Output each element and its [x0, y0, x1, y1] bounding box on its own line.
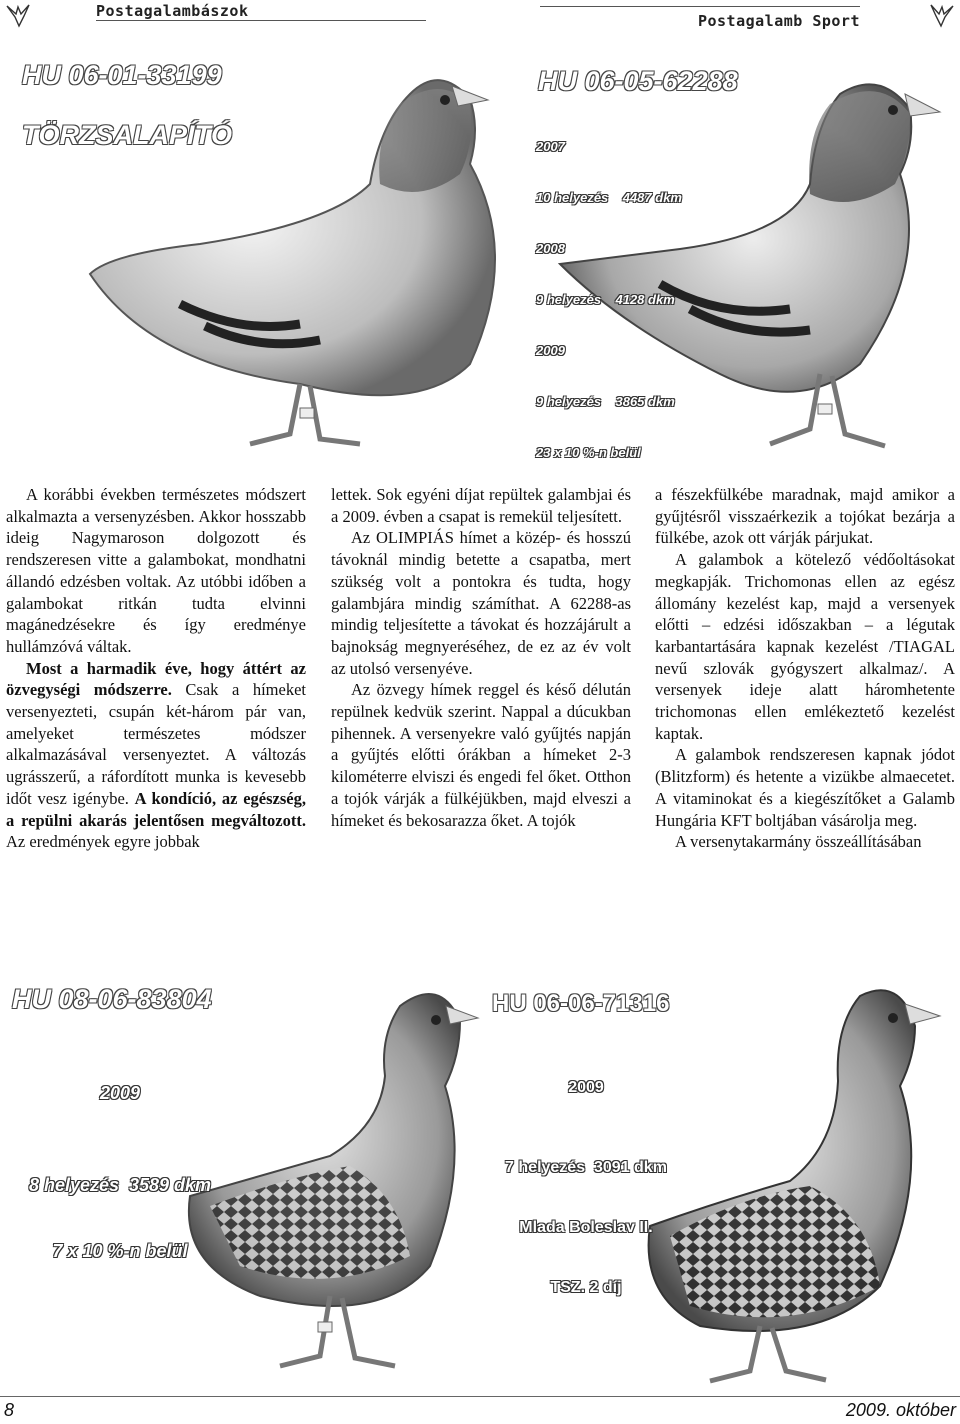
paragraph: a fészekfülkébe maradnak, majd amikor a gyűjtésről visszaérkezik a tojókat bezárja a fülkébe, azok ott várják párjukat.	[655, 485, 955, 548]
result-line: 9 helyezés 4128 dkm	[536, 292, 675, 307]
paragraph: A galambok rendszeresen kapnak jódot (Blitzform) és hetente a vizükbe almaecetet. A vitaminokat és a kiegészítőket a Galamb Hungária KFT boltjában vásárolja meg.	[655, 745, 955, 830]
result-line: TSZ. 2 díj	[550, 1279, 622, 1296]
paragraph: Most a harmadik éve, hogy áttért az özvegységi módszerre. Csak a hímeket versenyezteti, csupán két-három pár van, amelyeket természetes módszer alkalmazásával versenyeztet. A változás ugrásszerű, a ráfordított munka is kevesebb időt vesz igénybe. A kondíció, az egészség, a repülni akarás jelentősen megváltozott. Az eredmények egyre jobbak	[6, 658, 306, 852]
paragraph: A versenytakarmány összeállításában	[675, 832, 922, 852]
bold-lead: Most a harmadik éve, hogy áttért az özvegységi módszerre.	[6, 658, 306, 700]
header-right-title: Postagalamb Sport	[697, 12, 860, 30]
ring-number: HU 08-06-83804	[12, 984, 212, 1014]
result-line: 7 helyezés 3091 dkm	[505, 1159, 667, 1176]
paragraph: Az özvegy hímek reggel és késő délután repülnek kedvük szerint. Nappal a dúcukban pihennek. A versenyekre való gyűjtés napján a gyűjtés előtti órákban a hímeket 2-3 kilométerre elviszi és engedi fel őket. Otthon a tojók várják a fülkéjükben, majd elveszi a hímeket és bekosarazza őket. A tojók	[331, 680, 631, 830]
result-line: 2008	[536, 241, 565, 256]
footer-rule	[0, 1396, 960, 1397]
page-header	[0, 0, 960, 32]
dove-icon	[928, 2, 956, 28]
article-column-3	[655, 484, 955, 853]
paragraph: Az OLIMPIÁS hímet a közép- és hosszú távoknál mindig betette a csapatba, mert szükség volt a pontokra és tudta, hogy galambjára mindig számíthat. A 62288-as mindig teljesítette a távokat és hozzájárult a bajnokság megnyeréséhez, de ez az év volt az utolsó versenyéve.	[331, 528, 631, 678]
ring-number: HU 06-06-71316	[492, 990, 670, 1017]
results-list	[486, 1038, 686, 1338]
results-list	[536, 104, 686, 474]
results-list	[10, 1038, 230, 1306]
page-number: 8	[4, 1400, 15, 1420]
ring-number: HU 06-01-33199	[22, 60, 222, 90]
pigeon-bottom-left-image	[189, 994, 478, 1366]
result-line: 23 x 10 %-n belül	[536, 445, 641, 460]
result-line: Mlada Boleslav II.	[519, 1219, 653, 1236]
header-rule	[96, 20, 426, 21]
paragraph: A korábbi években természetes módszert alkalmazta a versenyzésben. Akkor hosszabb ideig Nagymaroson dolgozott és rendszeresen vitte a galambokat, mondhatni állandó edzésben voltak. Az utóbbi időben a galambokat ritkán tudta elvinni magánedzésekre és így eredménye hullámzóvá váltak.	[6, 485, 306, 656]
pigeon-photo-top	[0, 34, 960, 474]
bold-emphasis: A kondíció, az egészség, a repülni akarás jelentősen megváltozott.	[6, 788, 306, 830]
dove-icon	[4, 2, 32, 28]
result-line: 2007	[536, 139, 565, 154]
issue-date: 2009. október	[845, 1400, 956, 1420]
result-year: 2009	[99, 1083, 141, 1103]
result-line: 9 helyezés 3865 dkm	[536, 394, 675, 409]
paragraph: A galambok a kötelező védőoltásokat megkapják. Trichomonas ellen az egész állomány kezelést kap, majd a versenyek előtti – edzési időszakban – a légutak karbantartására kapnak kezelést /TIAGAL nevű szlovák gyógyszert alkalmaz/. A versenyek ideje alatt háromhetente trichomonas ellen emlékeztető kezelést kaptak.	[655, 550, 955, 743]
ring-number: HU 06-05-62288	[538, 66, 738, 96]
header-left-title: Postagalambászok	[96, 2, 249, 20]
article-column-1	[6, 484, 306, 853]
paragraph: lettek. Sok egyéni díjat repültek galambjai és a 2009. évben a csapat is remekül teljesített.	[331, 485, 631, 526]
result-year: 2009	[568, 1079, 604, 1096]
pigeon-bottom-right-image	[649, 990, 940, 1381]
article-column-2	[331, 484, 631, 831]
result-line: 7 x 10 %-n belül	[52, 1241, 188, 1261]
photo-caption: TÖRZSALAPÍTÓ	[22, 120, 232, 150]
result-line: 10 helyezés 4487 dkm	[536, 190, 682, 205]
result-line: 8 helyezés 3589 dkm	[28, 1175, 212, 1195]
header-rule	[540, 6, 860, 7]
result-line: 2009	[536, 343, 565, 358]
pigeon-photo-bottom	[0, 966, 960, 1392]
